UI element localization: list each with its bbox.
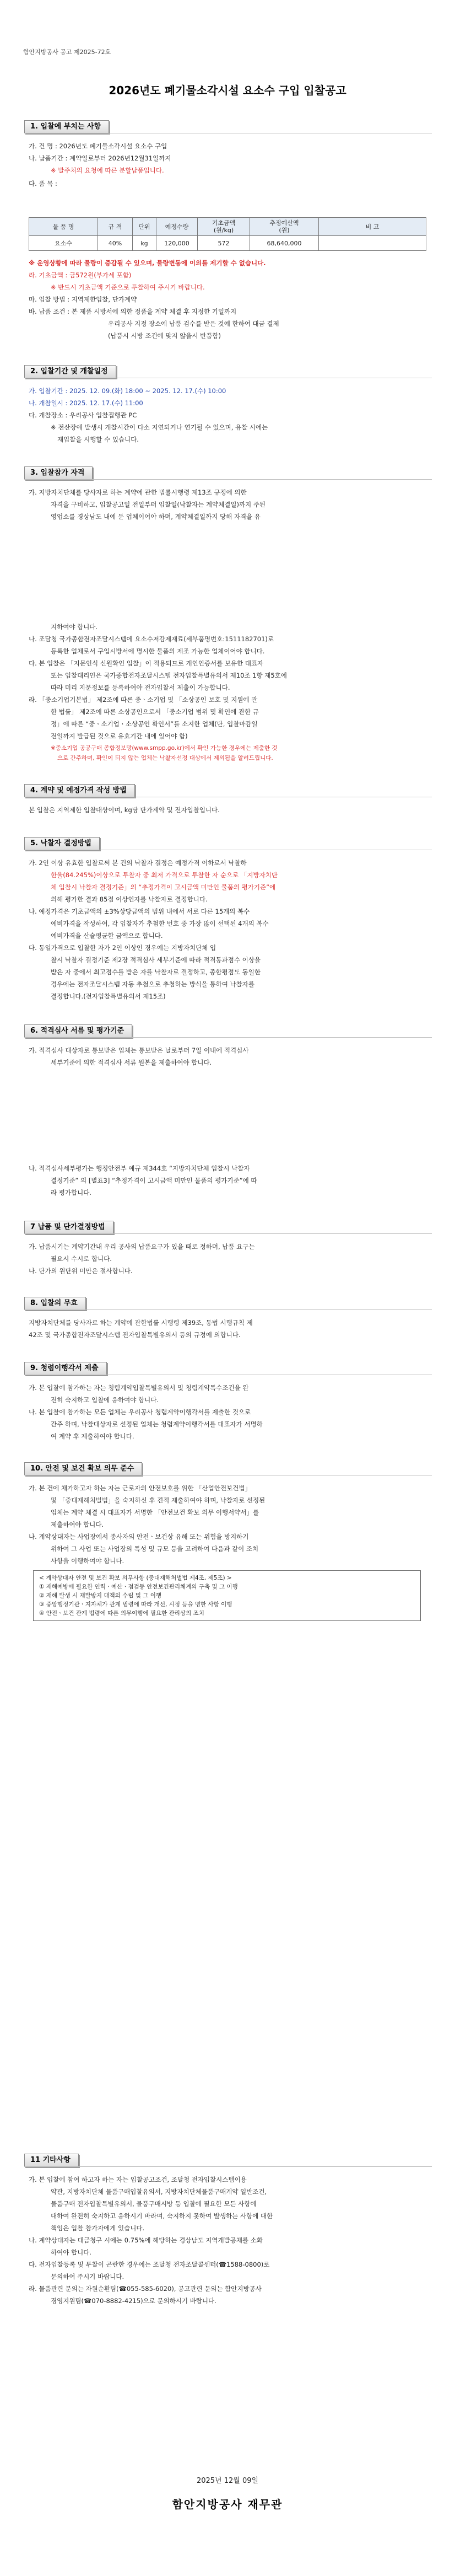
section-1-heading: 1. 입찰에 부치는 사항	[24, 120, 109, 133]
notice-date: 2025년 12월 09일	[196, 2477, 259, 2485]
safety-b-line-1: 나. 계약상대자는 사업장에서 종사자의 안전ㆍ보건상 유해 또는 위험을 방지하기	[29, 1533, 249, 1541]
misc-a-line-3: 물품구매 전자입찰특별유의서, 물품구매시방 등 입찰에 필요한 모든 사항에	[51, 2200, 257, 2208]
opening-place-line: 다. 개찰장소 : 우리공사 입찰집행관 PC	[29, 411, 137, 419]
safety-box-item: ④ 안전ㆍ보건 관계 법령에 따른 의무이행에 필요한 관리상의 조치	[39, 1610, 204, 1617]
base-price-line: 라. 기초금액 : 금572원(부가세 포함)	[29, 271, 132, 279]
table-row	[29, 236, 426, 251]
col-goods-name: 물 품 명	[29, 218, 98, 236]
safety-b-line-2: 위하여 그 사업 또는 사업장의 특성 및 규모 등을 고려하여 다음과 같이 조치	[51, 1545, 259, 1553]
award-a-line-2: 한율(84.245%)이상으로 투찰자 중 최저 가격으로 투찰한 자 순으로 「지방자치단	[51, 871, 278, 879]
review-a-line-1: 가. 적격심사 대상자로 통보받은 업체는 통보받은 날로부터 7일 이내에 적격심사	[29, 1046, 249, 1054]
qualification-c-line-3: 따라 미리 지문정보를 등록하여야 전자입찰서 제출이 가능합니다.	[51, 684, 230, 691]
qualification-d-line-2: 한 법률」 제2조에 따른 소상공인으로서 「중소기업 범위 및 확인에 관한 규	[51, 708, 259, 716]
misc-c-line-1: 다. 전자입찰등록 및 투찰이 곤란한 경우에는 조달청 전자조달콜센터(☎1588-0800)로	[29, 2261, 270, 2268]
qualification-a-line-2: 자격을 구비하고, 입찰공고일 전일부터 입찰일(낙찰자는 계약체결일)까지 주된	[51, 501, 266, 508]
award-a-line-3: 체 입찰시 낙찰자 결정기준」의 “추정가격이 고시금액 미만인 물품의 평가기준”에	[51, 883, 276, 891]
integrity-a-line-2: 전히 숙지하고 입찰에 응하여야 합니다.	[51, 1396, 159, 1404]
section-3-divider	[24, 479, 432, 480]
award-c-line-5: 결정합니다.(전자입찰특별유의서 제15조)	[51, 992, 166, 1000]
section-6-heading: 6. 적격심사 서류 및 평가기준	[24, 1024, 132, 1038]
col-spec: 규 격	[98, 218, 133, 236]
award-a-line-1: 가. 2인 이상 유효한 입찰로써 본 건의 낙찰자 결정은 예정가격 이하로서 낙찰하	[29, 859, 247, 867]
safety-a-line-1: 가. 본 건에 채가하고자 하는 자는 근로자의 안전보호를 위한 「산업안전보건법」	[29, 1484, 251, 1492]
section-11-divider	[24, 2166, 432, 2167]
bid-period-line: 가. 입찰기간 : 2025. 12. 09.(화) 18:00 ~ 2025. 12. 17.(수) 10:00	[29, 387, 226, 395]
misc-c-line-2: 문의하여 주시기 바랍니다.	[51, 2273, 124, 2280]
col-base-price: 기초금액 (원/kg)	[198, 218, 250, 236]
award-c-line-2: 찰시 낙찰자 결정기준 제2장 적격심사 세부기준에 따라 적격통과점수 이상을	[51, 956, 261, 964]
safety-box-item: ③ 중앙행정기관ㆍ지자체가 관계 법령에 따라 개선, 시정 등을 명한 사항 이행	[39, 1601, 232, 1608]
integrity-b-line-3: 여 계약 후 제출하여야 합니다.	[51, 1432, 134, 1440]
cell-unit: kg	[133, 236, 156, 251]
goods-table-header	[29, 218, 426, 236]
col-budget: 추정예산액 (원)	[250, 218, 319, 236]
cell-quantity: 120,000	[156, 236, 198, 251]
qualification-d-line-4: 전일까지 발급된 것으로 유효기간 내에 있어야 함)	[51, 732, 188, 740]
qualification-a-line-4: 지하여야 합니다.	[51, 623, 98, 631]
award-b-line-2: 예비가격을 작성하여, 각 입찰자가 추첨한 번호 중 가장 많이 선택된 4개의 복수	[51, 920, 269, 927]
section-10-heading: 10. 안전 및 보건 확보 의무 준수	[24, 1462, 142, 1475]
section-9-heading: 9. 청렴이행각서 제출	[24, 1362, 107, 1375]
misc-d-line-1: 라. 물품관련 문의는 자원순환팀(☎055-585-6020), 공고관련 문의는 함안지방공사	[29, 2285, 262, 2293]
award-b-line-3: 예비가격을 산술평균한 금액으로 합니다.	[51, 932, 163, 940]
misc-a-line-5: 책임은 입찰 참가자에게 있습니다.	[51, 2224, 145, 2232]
cell-spec: 40%	[98, 236, 133, 251]
integrity-a-line-1: 가. 본 입찰에 참가하는 자는 청렴계약입찰특별유의서 및 청렴계약특수조건을 완	[29, 1384, 249, 1392]
bid-method-line: 마. 입찰 방법 : 지역제한입찰, 단가계약	[29, 296, 137, 303]
misc-b-line-2: 하여야 합니다.	[51, 2248, 91, 2256]
safety-box-item: ① 재해예방에 필요한 인력ㆍ예산ㆍ점검등 안전보건관리체계의 구축 및 그 이행	[39, 1584, 238, 1590]
misc-b-line-1: 나. 계약상대자는 대금청구 시에는 0.75%에 해당하는 경상남도 지역개발공채를 소화	[29, 2236, 263, 2244]
section-4-heading: 4. 계약 및 예정가격 작성 방법	[24, 784, 135, 797]
integrity-b-line-2: 간주 하며, 낙찰대상자로 선정된 업체는 청렴계약이행각서를 대표자가 서명하	[51, 1420, 263, 1428]
safety-b-line-3: 사항을 이행하여야 합니다.	[51, 1557, 124, 1565]
delivery-terms-line-3: (납품시 시방 조건에 맞지 않을시 반품함)	[108, 332, 221, 340]
delivery-period-line: 나. 납품기간 : 계약일로부터 2026년12월31일까지	[29, 154, 171, 162]
award-c-line-1: 다. 동일가격으로 입찰한 자가 2인 이상인 경우에는 지방자치단체 입	[29, 944, 216, 952]
safety-box-title: < 계약상대자 안전 및 보건 확보 의무사항 (중대재해처벌법 제4조, 제5조) >	[39, 1575, 232, 1581]
col-unit: 단위	[133, 218, 156, 236]
qualification-b-line-2: 등록한 업체로서 구입시방서에 명시한 물품의 제조 가능한 업체이어야 합니다.	[51, 647, 265, 655]
cell-base-price: 572	[198, 236, 250, 251]
goods-label: 다. 품 목 :	[29, 180, 57, 187]
section-7-heading: 7 납품 및 단가결정방법	[24, 1221, 113, 1234]
misc-a-line-4: 대하여 완전히 숙지하고 응하시기 바라며, 숙지하지 못하여 발생하는 사항에 대한	[51, 2212, 273, 2220]
col-remarks: 비 고	[319, 218, 426, 236]
base-price-note: ※ 반드시 기초금액 기준으로 투찰하여 주시기 바랍니다.	[51, 283, 205, 291]
review-b-line-1: 나. 적격심사세부평가는 행정안전부 예규 제344호 “지방자치단체 입찰시 낙찰자	[29, 1164, 250, 1172]
invalid-bid-line-2: 42조 및 국가종합전자조달시스템 전자입찰특별유의서 등의 규정에 의합니다.	[29, 1331, 241, 1339]
award-c-line-4: 경우에는 전자조달시스템 자동 추첨으로 추첨하는 방식을 통하여 낙찰자를	[51, 980, 254, 988]
safety-obligations-box	[33, 1570, 421, 1621]
safety-a-line-4: 제출하여야 합니다.	[51, 1521, 104, 1528]
issuer-signature: 함안지방공사 재무관	[172, 2498, 283, 2511]
smpp-note-line-2: 으로 간주하며, 확인이 되지 않는 업체는 낙찰자선정 대상에서 제외됨을 알려드립니다.	[57, 755, 273, 761]
quantity-change-note: ※ 운영상황에 따라 물량이 증감될 수 있으며, 물량변동에 이의를 제기할 수 없습니다.	[29, 259, 266, 267]
safety-box-item: ② 재해 발생 시 재발방지 대책의 수립 및 그 이행	[39, 1592, 162, 1599]
qualification-d-line-1: 라. 「중소기업기본법」 제2조에 따른 중ㆍ소기업 및 「소상공인 보호 및 지원에 관	[29, 696, 258, 704]
system-failure-note-2: 재입찰을 시행할 수 있습니다.	[57, 436, 139, 443]
award-c-line-3: 받은 자 중에서 최고점수를 받은 자를 낙찰자로 결정하고, 종합평점도 동일한	[51, 968, 261, 976]
qualification-c-line-2: 또는 입찰대리인은 국가종합전자조달시스템 전자입찰특별유의서 제10조 1항 제5호에	[51, 672, 287, 679]
smpp-note-line-1: ※중소기업 공공구매 종합정보망(www.smpp.go.kr)에서 확인 가능한 경우에는 제출한 것	[51, 745, 278, 752]
section-7-divider	[24, 1233, 432, 1234]
review-a-line-2: 세부기준에 의한 적격심사 서류 원본을 제출하여야 합니다.	[51, 1059, 212, 1066]
notice-number: 함안지방공사 공고 제2025-72호	[23, 49, 111, 56]
document-title: 2026년도 폐기물소각시설 요소수 구입 입찰공고	[109, 84, 346, 97]
safety-a-line-3: 업체는 계약 체결 시 대표자가 서명한 「안전보건 확보 의무 이행서약서」를	[51, 1509, 259, 1516]
cell-budget: 68,640,000	[250, 236, 319, 251]
split-delivery-note: ※ 발주처의 요청에 따른 분할납품입니다.	[51, 167, 164, 174]
review-b-line-2: 결정기준” 의 [별표3] “추정가격이 고시금액 미만인 물품의 평가기준”에 따	[51, 1177, 257, 1184]
section-11-heading: 11 기타사항	[24, 2154, 79, 2167]
section-2-heading: 2. 입찰기간 및 개찰일정	[24, 365, 116, 378]
delivery-a-line-2: 필요시 수시로 합니다.	[51, 1255, 112, 1263]
section-6-divider	[24, 1037, 432, 1038]
qualification-b-line-1: 나. 조달청 국가종합전자조달시스템에 요소수저감제재료(세부품명번호:1511182701)로	[29, 635, 274, 643]
col-quantity: 예정수량	[156, 218, 198, 236]
qualification-a-line-1: 가. 지방자치단체를 당사자로 하는 계약에 관한 법률시행령 제13조 규정에 의한	[29, 489, 247, 496]
goods-table	[29, 217, 426, 251]
safety-a-line-2: 및 「중대재해처벌법」을 숙지하신 후 견적 제출하여야 하며, 낙찰자로 선정된	[51, 1496, 266, 1504]
review-b-line-3: 라 평가합니다.	[51, 1189, 91, 1196]
opening-datetime-line: 나. 개찰일시 : 2025. 12. 17.(수) 11:00	[29, 399, 143, 407]
section-8-heading: 8. 입찰의 무효	[24, 1297, 86, 1310]
integrity-b-line-1: 나. 본 입찰에 참가하는 모든 업체는 우리공사 청렴계약이행각서를 제출한 것으로	[29, 1408, 251, 1416]
section-3-heading: 3. 입찰참가 자격	[24, 466, 93, 480]
qualification-c-line-1: 다. 본 입찰은 「지문인식 신원확인 입찰」이 적용되므로 개인인증서를 보유한 대표자	[29, 659, 264, 667]
delivery-terms-line: 바. 납품 조건 : 본 제품 시방서에 의한 정품을 계약 체결 후 지정한 기일까지	[29, 308, 237, 315]
misc-a-line-2: 약관, 지방자치단체 물품구매입찰유의서, 지방자치단체물품구매계약 일반조건,	[51, 2188, 267, 2196]
item-name-line: 가. 건 명 : 2026년도 폐기물소각시설 요소수 구입	[29, 142, 167, 150]
contract-method-line: 본 입찰은 지역제한 입찰대상이며, kg당 단가계약 및 전자입찰입니다.	[29, 806, 220, 814]
cell-remarks	[319, 236, 426, 251]
invalid-bid-line-1: 지방자치단체를 당사자로 하는 계약에 관한법률 시행령 제39조, 동법 시행규칙 제	[29, 1319, 253, 1327]
cell-goods-name: 요소수	[29, 236, 98, 251]
award-a-line-4: 의해 평가한 결과 85점 이상인자를 낙찰자로 결정합니다.	[51, 895, 208, 903]
system-failure-note: ※ 전산장애 발생시 개찰시간이 다소 지연되거나 연기될 수 있으며, 유찰 시에는	[51, 423, 268, 431]
qualification-a-line-3: 영업소를 경상남도 내에 둔 업체이어야 하며, 계약체결일까지 당해 자격을 유	[51, 513, 261, 520]
award-b-line-1: 나. 예정가격은 기초금액의 ±3%상당금액의 범위 내에서 서로 다른 15개의 복수	[29, 908, 250, 915]
misc-d-line-2: 경영지원팀(☎070-8882-4215)으로 문의하시기 바랍니다.	[51, 2297, 216, 2305]
misc-a-line-1: 가. 본 입찰에 참여 하고자 하는 자는 입찰공고조건, 조달청 전자입찰시스템이용	[29, 2176, 247, 2183]
delivery-a-line-1: 가. 납품시기는 계약기간내 우리 공사의 납품요구가 있을 때로 정하며, 납품 요구는	[29, 1243, 255, 1251]
delivery-b-line: 나. 단가의 원단위 미만은 절사합니다.	[29, 1267, 133, 1275]
section-5-heading: 5. 낙찰자 결정방법	[24, 837, 100, 850]
qualification-d-line-3: 정」에 따른 “중ㆍ소기업ㆍ소상공인 확인서”를 소지한 업체(단, 입찰마감일	[51, 720, 258, 728]
delivery-terms-line-2: 우리공사 지정 장소에 납품 검수를 받은 것에 한하여 대금 결제	[108, 320, 279, 328]
